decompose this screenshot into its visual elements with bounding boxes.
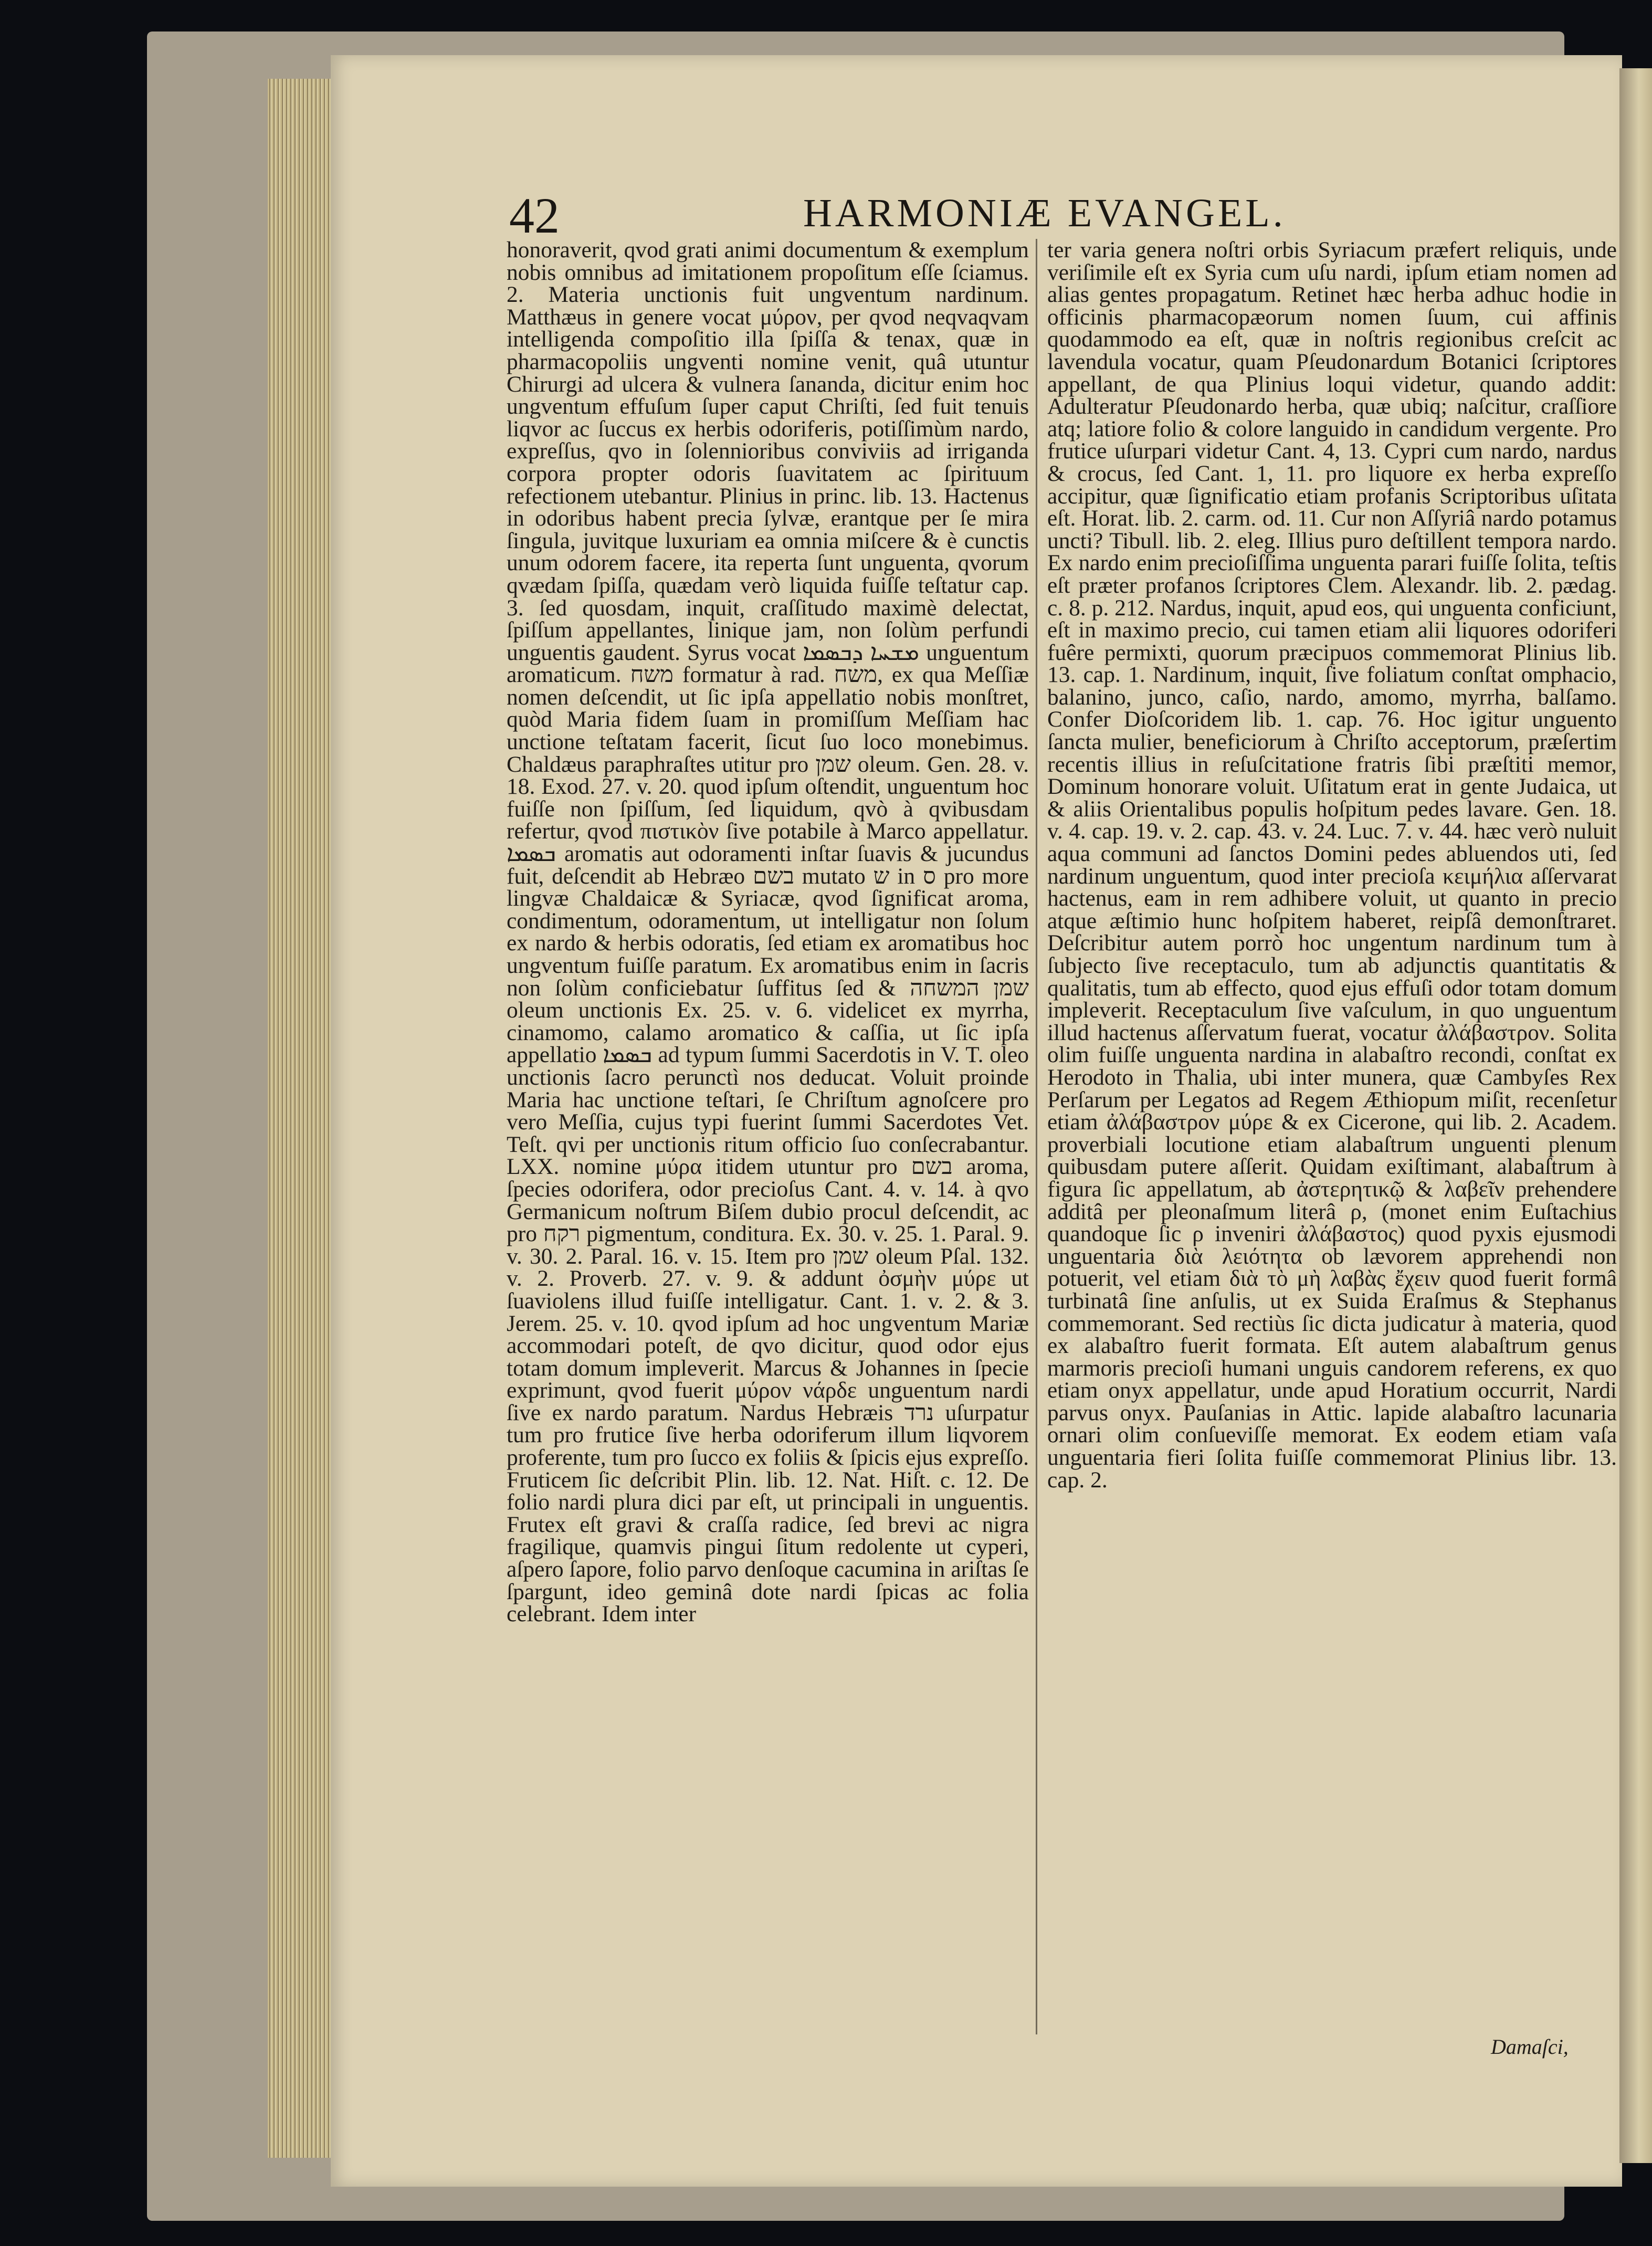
page-number: 42 — [509, 187, 560, 244]
page-header — [509, 186, 1454, 244]
text-column-right — [1047, 239, 1617, 2061]
left-column-text: honoraverit, qvod grati animi documentum & exemplum nobis omnibus ad imitationem propoſitum eſſe ſciamus. 2. Materia unctionis fuit ungventum nardinum. Matthæus in genere vocat μύρον, per qvod neqvaqvam intelligenda compoſitio illa ſpiſſa & tenax, quæ in pharmacopoliis ungventi nomine venit, quâ utuntur Chirurgi ad ulcera & vulnera ſananda, dicitur enim hoc ungventum effuſum ſuper caput Chriſti, ſed fuit tenuis liqvor ac ſuccus ex herbis odoriferis, potiſſimùm nardo, expreſſus, qvo in ſolennioribus conviviis ad irriganda corpora propter odoris ſuavitatem ac ſpirituum refectionem utebantur. Plinius in princ. lib. 13. Hactenus in odoribus habent precia ſylvæ, erantque per ſe mira ſingula, juvitque luxuriam ea omnia miſcere & è cunctis unum odorem facere, ita reperta ſunt unguenta, qvorum qvædam ſpiſſa, quædam verò liquida fuiſſe teſtatur cap. 3. ſed quosdam, inquit, craſſitudo maximè delectat, ſpiſſum appellantes, linique jam, non ſolùm perfundi unguentis gaudent. Syrus vocat ܡܫܚܐ ܕܒܣܡܐ unguentum aromaticum. משח formatur à rad. משח, ex qua Meſſiæ nomen deſcendit, ut ſic ipſa appellatio nobis monſtret, quòd Maria fidem ſuam in promiſſum Meſſiam hac unctione teſtatam facerit, ſicut ſuo loco monebimus. Chaldæus paraphraſtes utitur pro שמן oleum. Gen. 28. v. 18. Exod. 27. v. 20. quod ipſum oſtendit, unguentum hoc fuiſſe non ſpiſſum, ſed liquidum, qvò à qvibusdam refertur, qvod πιστικὸν ſive potabile à Marco appellatur. ܒܣܡܐ aromatis aut odoramenti inſtar ſuavis & jucundus fuit, deſcendit ab Hebræo בשם mutato ש in ס pro more lingvæ Chaldaicæ & Syriacæ, qvod ſignificat aroma, condimentum, odoramentum, ut intelligatur non ſolum ex nardo & herbis odoratis, ſed etiam ex aromatibus hoc ungventum fuiſſe paratum. Ex aromatibus enim in ſacris non ſolùm conficiebatur ſuffitus ſed & שמן המשחה oleum unctionis Ex. 25. v. 6. videlicet ex myrrha, cinamomo, calamo aromatico & caſſia, ut ſic ipſa appellatio ܒܣܡܐ ad typum ſummi Sacerdotis in V. T. oleo unctionis ſacro perunctì nos deducat. Voluit proinde Maria hac unctione teſtari, ſe Chriſtum agnoſcere pro vero Meſſia, cujus typi fuerint ſummi Sacerdotes Vet. Teſt. qvi per unctionis ritum officio ſuo conſecrabantur. LXX. nomine μύρα itidem utuntur pro בשם aroma, ſpecies odorifera, odor precioſus Cant. 4. v. 14. à qvo Germanicum noſtrum Biſem dubio procul deſcendit, ac pro רקח pigmentum, conditura. Ex. 30. v. 25. 1. Paral. 9. v. 30. 2. Paral. 16. v. 15. Item pro שמן oleum Pſal. 132. v. 2. Proverb. 27. v. 9. & addunt ὀσμὴν μύρε ut ſuaviolens illud fuiſſe intelligatur. Cant. 1. v. 2. & 3. Jerem. 25. v. 10. qvod ipſum ad hoc ungventum Mariæ accommodari poteſt, de qvo dicitur, quod odor ejus totam domum impleverit. Marcus & Johannes in ſpecie exprimunt, qvod fuerit μύρον νάρδε unguentum nardi ſive ex nardo paratum. Nardus Hebræis נרד uſurpatur tum pro frutice ſive herba odoriferum illum liqvorem proferente, tum pro ſucco ex foliis & ſpicis ejus expreſſo. Fruticem ſic deſcribit Plin. lib. 12. Nat. Hiſt. c. 12. De folio nardi plura dici par eſt, ut principali in unguentis. Frutex eſt gravi & craſſa radice, ſed brevi ac nigra fragilique, quamvis pingui ſitum redolente ut cyperi, aſpero ſapore, folio parvo denſoque cacumina in ariſtas ſe ſpargunt, ideo geminâ dote nardi ſpicas ac folia celebrant. Idem inter — [507, 239, 1029, 1627]
text-column-left — [507, 239, 1029, 2061]
running-title: HARMONIÆ EVANGEL. — [803, 191, 1286, 235]
facing-page-edge — [1619, 68, 1652, 2163]
right-column-text: ter varia genera noſtri orbis Syriacum præfert reliquis, unde veriſimile eſt ex Syria cum uſu nardi, ipſum etiam nomen ad alias gentes propagatum. Retinet hæc herba adhuc hodie in officinis pharmacopæorum nomen ſuum, cui affinis quodammodo ea eſt, quæ in noſtris regionibus creſcit ac lavendula vocatur, quam Pſeudonardum Botanici ſcriptores appellant, de qua Plinius loqui videtur, quando addit: Adulteratur Pſeudonardo herba, quæ ubiq; naſcitur, craſſiore atq; latiore folio & colore languido in candidum vergente. Pro frutice uſurpari videtur Cant. 4, 13. Cypri cum nardo, nardus & crocus, ſed Cant. 1, 11. pro liquore ex herba expreſſo accipitur, quæ ſignificatio etiam profanis Scriptoribus uſitata eſt. Horat. lib. 2. carm. od. 11. Cur non Aſſyriâ nardo potamus uncti? Tibull. lib. 2. eleg. Illius puro deſtillent tempora nardo. Ex nardo enim precioſiſſima unguenta parari fuiſſe ſolita, teſtis eſt præter profanos ſcriptores Clem. Alexandr. lib. 2. pædag. c. 8. p. 212. Nardus, inquit, apud eos, qui unguenta conficiunt, eſt in maximo precio, cui tamen etiam alii liquores odoriferi fuêre permixti, quorum præcipuos commemorat Plinius lib. 13. cap. 1. Nardinum, inquit, ſive foliatum conſtat omphacio, balanino, junco, caſio, nardo, amomo, myrrha, balſamo. Confer Dioſcoridem lib. 1. cap. 76. Hoc igitur unguento ſancta mulier, beneficiorum à Chriſto acceptorum, præſertim recentis illius in reſuſcitatione fratris ſibi præſtiti memor, Dominum honorare voluit. Uſitatum erat in gente Judaica, ut & aliis Orientalibus populis hoſpitum pedes lavare. Gen. 18. v. 4. cap. 19. v. 2. cap. 43. v. 24. Luc. 7. v. 44. hæc verò nuluit aqua communi ad ſanctos Domini pedes abluendos uti, ſed nardinum unguentum, quod inter precioſa κειμήλια aſſervarat hactenus, eam in rem adhibere voluit, ut quanto in precio atque æſtimio hunc hoſpitem haberet, reipſâ demonſtraret. Deſcribitur autem porrò hoc ungentum nardinum tum à ſubjecto ſive receptaculo, tum ab adjunctis quantitatis & qualitatis, tum ab effecto, quod ejus effuſi odor totam domum impleverit. Receptaculum ſive vaſculum, in quo unguentum illud hactenus aſſervatum fuerat, vocatur ἀλάβαστρον. Solita olim fuiſſe unguenta nardina in alabaſtro recondi, conſtat ex Herodoto in Thalia, ubi inter munera, quæ Cambyſes Rex Perſarum per Legatos ad Regem Æthiopum miſit, recenſetur etiam ἀλάβαστρον μύρε & ex Cicerone, qui lib. 2. Academ. proverbiali locutione etiam alabaſtrum unguenti plenum quibusdam putere aſſerit. Quidam exiſtimant, alabaſtrum à figura ſic appellatum, ab ἀστερητικῷ & λαβεῖν prehendere additâ per pleonaſmum literâ ρ, (monet enim Euſtachius quandoque ſic ρ inveniri ἀλάβαστος) quod pyxis ejusmodi unguentaria διὰ λειότητα ob lævorem apprehendi non potuerit, vel etiam διὰ τὸ μὴ λαβὰς ἔχειν quod fuerit formâ turbinatâ ſine anſulis, ut ex Suida Eraſmus & Stephanus commemorant. Sed rectiùs ſic dicta judicatur à materia, quod ex alabaſtro fuerit formata. Eſt autem alabaſtrum genus marmoris precioſi humani unguis candorem referens, ex quo etiam onyx appellatur, unde apud Horatium occurrit, Nardi parvus onyx. Pauſanias in Attic. lapide alabaſtro lacunaria ornari olim conſueviſſe memorat. Ex eodem etiam vaſa unguentaria fieri ſolita fuiſſe commemorat Plinius libr. 13. cap. 2. — [1047, 239, 1617, 1493]
column-divider — [1036, 239, 1037, 2034]
catchword: Damaſci, — [1491, 2035, 1569, 2059]
